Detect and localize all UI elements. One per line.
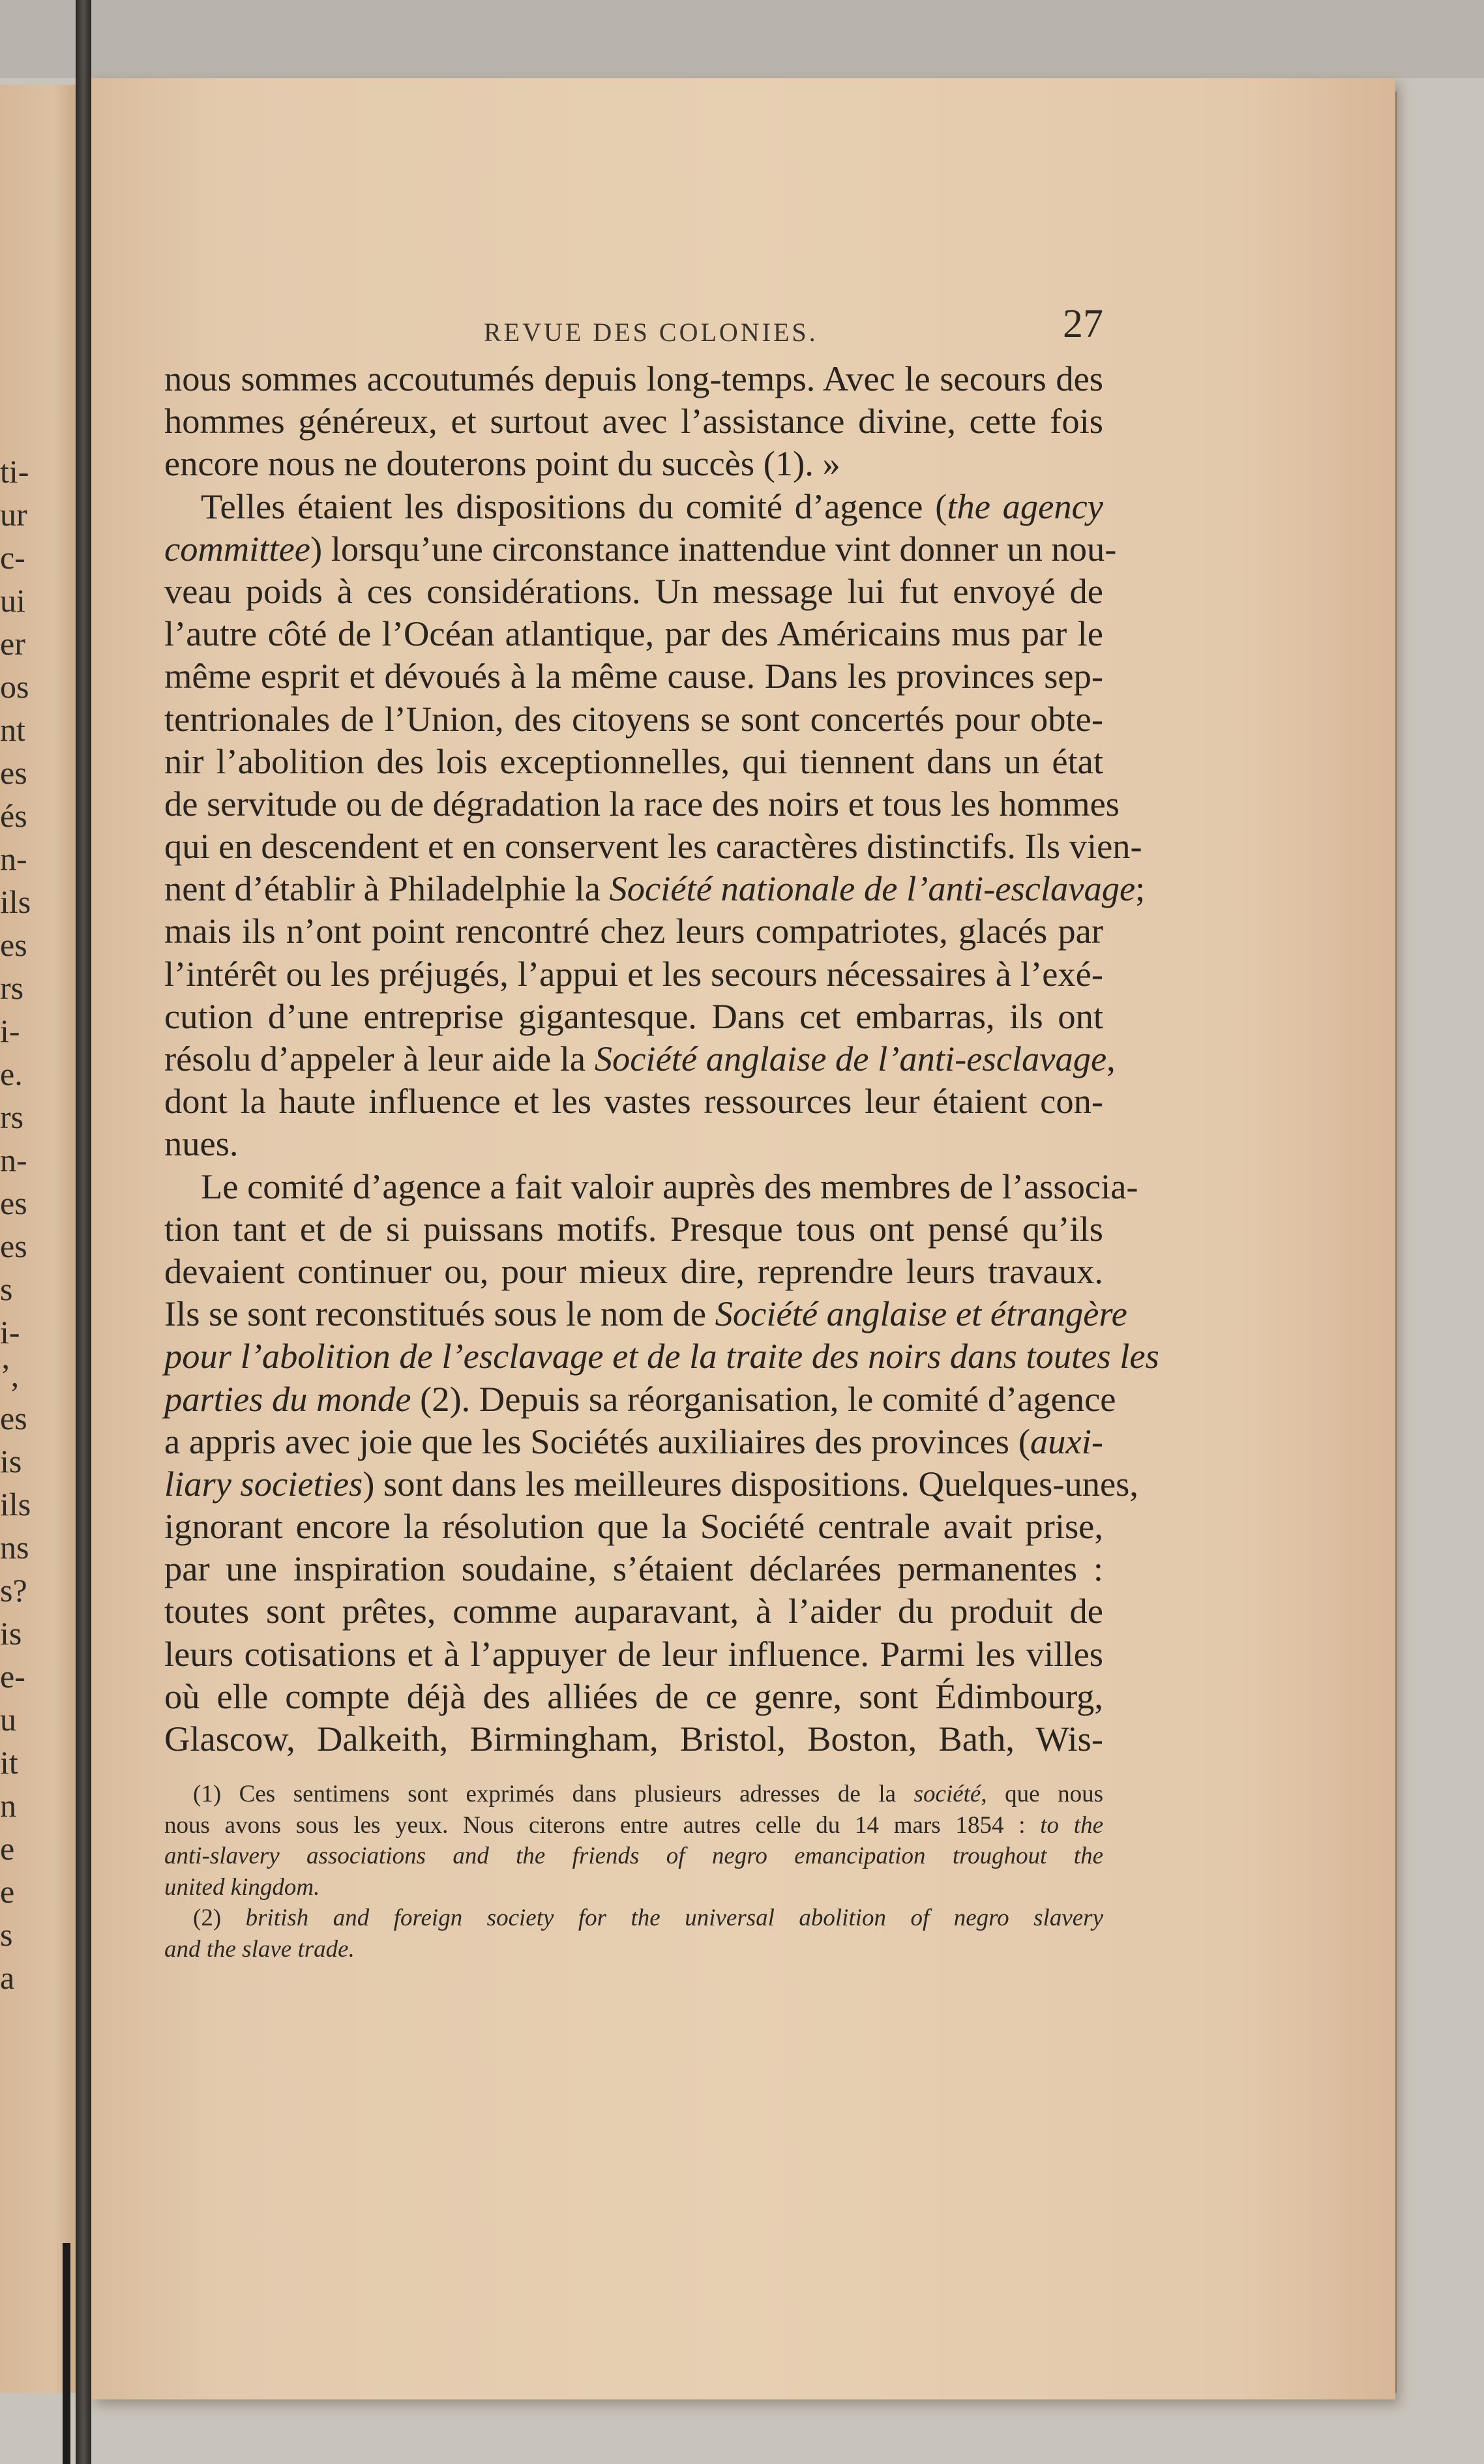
facing-page-fragment: es — [0, 1185, 27, 1221]
text-line — [164, 1547, 1103, 1590]
text-line — [164, 357, 1103, 400]
text-line — [164, 1462, 1139, 1505]
italic-text: Société anglaise de l’anti-esclavage — [594, 1039, 1107, 1078]
facing-page-fragment: n- — [0, 840, 27, 877]
facing-page-fragment: e — [0, 1830, 15, 1867]
facing-page-fragment: e- — [0, 1658, 25, 1695]
footnote-line — [164, 1872, 1103, 1903]
facing-page-fragment: ils — [0, 1486, 31, 1522]
text-line — [164, 612, 1103, 655]
facing-page-fragment: e. — [0, 1056, 23, 1092]
facing-page-fragment: er — [0, 625, 25, 662]
text-run: qui en descendent et en conservent les caractères distinctifs. Ils vien- — [164, 826, 1142, 867]
facing-page-fragment: rs — [0, 970, 24, 1006]
facing-page-fragment: ’, — [0, 1357, 20, 1393]
text-line — [164, 1080, 1103, 1122]
text-line — [164, 485, 1103, 527]
footnote-line — [164, 1903, 1103, 1934]
facing-page-fragment: es — [0, 1228, 27, 1264]
text-run: encore nous ne douterons point du succès (1). » — [164, 443, 840, 484]
facing-page-fragment: os — [0, 668, 29, 705]
text-line — [164, 1505, 1103, 1547]
text-run: , que nous — [981, 1781, 1104, 1807]
text-run: Ils se sont reconstitués sous le nom de — [164, 1294, 715, 1334]
footnote-line — [164, 1779, 1103, 1810]
text-line — [164, 995, 1103, 1037]
italic-text: liary societies — [164, 1463, 363, 1504]
facing-page-fragment: n- — [0, 1142, 27, 1178]
text-line — [164, 740, 1103, 782]
facing-page-fragment: ui — [0, 582, 25, 619]
facing-page-fragment: ur — [0, 496, 27, 533]
text-run: l’autre côté de l’Océan atlantique, par des Américains mus par le — [164, 614, 1103, 654]
text-line — [164, 1590, 1103, 1632]
text-run: Telles étaient les dispositions du comité d’agence ( — [201, 486, 947, 526]
text-run: nous avons sous les yeux. Nous citerons entre autres celle du 14 mars 1854 : — [164, 1811, 1041, 1839]
text-run: ; — [1135, 868, 1146, 909]
text-line — [164, 1335, 1159, 1377]
facing-page-fragment: s — [0, 1271, 13, 1307]
text-line — [164, 825, 1142, 867]
text-line — [164, 1165, 1138, 1208]
footnote-line — [164, 1934, 1103, 1965]
facing-page-fragment: n — [0, 1787, 16, 1824]
running-head-title: REVUE DES COLONIES. — [484, 318, 818, 347]
facing-page-fragment: it — [0, 1744, 18, 1781]
facing-page-fragment: nt — [0, 711, 25, 748]
text-run: dont la haute influence et les vastes ressources leur étaient con- — [164, 1081, 1103, 1121]
italic-text: pour l’abolition de l’esclavage et de la traite des noirs dans toutes les — [164, 1336, 1159, 1376]
text-line — [164, 1037, 1116, 1080]
text-run: nir l’abolition des lois exceptionnelles, qui tiennent dans un état — [164, 741, 1103, 781]
facing-page-fragment: ils — [0, 883, 31, 920]
running-head — [164, 301, 1103, 353]
text-line — [164, 1378, 1116, 1420]
page-number: 27 — [1063, 302, 1103, 346]
text-run: même esprit et dévoués à la même cause. Dans les provinces sep- — [164, 656, 1103, 696]
text-run: l’intérêt ou les préjugés, l’appui et les secours nécessaires à l’exé- — [164, 953, 1103, 994]
text-run: nous sommes accoutumés depuis long-temps. Avec le secours des — [164, 359, 1103, 398]
text-line — [164, 1633, 1103, 1675]
text-line — [164, 1717, 1103, 1760]
text-run: ) lorsqu’une circonstance inattendue vint donner un nou- — [310, 528, 1117, 569]
italic-text: Société anglaise et étrangère — [715, 1294, 1127, 1334]
text-run: , — [1106, 1039, 1116, 1078]
facing-page-fragment: a — [0, 1959, 15, 1996]
text-line — [164, 953, 1103, 995]
text-run: Le comité d’agence a fait valoir auprès des membres de l’associa- — [201, 1166, 1138, 1206]
facing-page-text-fragments — [0, 450, 31, 1999]
italic-text: parties du monde — [164, 1378, 411, 1419]
facing-page-fragment: es — [0, 754, 27, 791]
text-line — [164, 527, 1117, 570]
text-run: tion tant et de si puissans motifs. Presque tous ont pensé qu’ils — [164, 1208, 1103, 1249]
text-line — [164, 1250, 1103, 1292]
text-run: leurs cotisations et à l’appuyer de leur influence. Parmi les villes — [164, 1633, 1103, 1674]
text-run: de servitude ou de dégradation la race des noirs et tous les hommes — [164, 783, 1120, 824]
text-line — [164, 782, 1120, 825]
facing-page-fragment: ti- — [0, 453, 29, 490]
text-run: (2) — [193, 1905, 246, 1931]
text-line — [164, 442, 1103, 484]
facing-page-fragment: rs — [0, 1099, 24, 1135]
facing-page-fragment: és — [0, 797, 27, 834]
text-line — [164, 1675, 1103, 1717]
text-line — [164, 570, 1103, 612]
text-run: (1) Ces sentimens sont exprimés dans plusieurs adresses de la — [193, 1781, 914, 1807]
text-line — [164, 655, 1103, 697]
text-line — [164, 1292, 1127, 1335]
text-run: toutes sont prêtes, comme auparavant, à l’aider du produit de — [164, 1591, 1103, 1631]
text-line — [164, 910, 1103, 952]
footnotes — [164, 1779, 1103, 1965]
text-run: cution d’une entreprise gigantesque. Dans cet embarras, ils ont — [164, 996, 1103, 1036]
italic-text: british and foreign society for the universal abolition of negro slavery — [245, 1905, 1103, 1931]
bookmark-ribbon — [63, 2243, 70, 2464]
italic-text: the agency — [947, 486, 1103, 526]
facing-page-fragment: es — [0, 927, 27, 963]
text-run: veau poids à ces considérations. Un message lui fut envoyé de — [164, 571, 1103, 611]
facing-page-fragment: is — [0, 1443, 22, 1479]
facing-page-fragment: e — [0, 1873, 15, 1910]
facing-page-fragment: ns — [0, 1529, 29, 1566]
italic-text: committee — [164, 528, 310, 569]
italic-text: and the slave trade. — [164, 1935, 355, 1963]
book-spine — [76, 0, 91, 2464]
text-run: où elle compte déjà des alliées de ce genre, sont Édimbourg, — [164, 1676, 1103, 1716]
italic-text: anti-slavery associations and the friends of negro emancipation troughout the — [164, 1843, 1103, 1869]
facing-page-fragment: c- — [0, 539, 25, 576]
italic-text: Société nationale de l’anti-esclavage — [609, 868, 1136, 909]
facing-page-fragment: i- — [0, 1013, 20, 1049]
text-run: mais ils n’ont point rencontré chez leurs compatriotes, glacés par — [164, 911, 1103, 951]
body-text — [164, 357, 1159, 1760]
facing-page-fragment: es — [0, 1400, 27, 1436]
text-line — [164, 400, 1103, 442]
background — [0, 0, 1484, 78]
italic-text: auxi- — [1030, 1421, 1103, 1461]
text-run: hommes généreux, et surtout avec l’assistance divine, cette fois — [164, 401, 1103, 441]
facing-page-fragment: s — [0, 1916, 13, 1953]
text-run: a appris avec joie que les Sociétés auxiliaires des provinces ( — [164, 1421, 1031, 1461]
text-line — [164, 1122, 1103, 1165]
footnote-line — [164, 1841, 1103, 1872]
text-run: tentrionales de l’Union, des citoyens se sont concertés pour obte- — [164, 698, 1103, 739]
text-line — [164, 867, 1146, 910]
italic-text: société — [913, 1781, 981, 1807]
text-line — [164, 1208, 1103, 1250]
footnote-line — [164, 1810, 1103, 1841]
text-run: nues. — [164, 1123, 239, 1164]
facing-page-fragment: s? — [0, 1572, 27, 1609]
facing-page-fragment: is — [0, 1615, 22, 1652]
text-run: résolu d’appeler à leur aide la — [164, 1039, 595, 1078]
text-run: (2). Depuis sa réorganisation, le comité d’agence — [411, 1378, 1116, 1419]
text-run: Glascow, Dalkeith, Birmingham, Bristol, Boston, Bath, Wis- — [164, 1719, 1103, 1759]
text-run: par une inspiration soudaine, s’étaient déclarées permanentes : — [164, 1549, 1103, 1589]
text-run: devaient continuer ou, pour mieux dire, reprendre leurs travaux. — [164, 1251, 1103, 1291]
text-line — [164, 1420, 1103, 1462]
facing-page-edge — [0, 85, 77, 2393]
text-run: nent d’établir à Philadelphie la — [164, 868, 610, 909]
facing-page-fragment: u — [0, 1701, 16, 1738]
text-run: ignorant encore la résolution que la Société centrale avait prise, — [164, 1506, 1103, 1547]
text-run: ) sont dans les meilleures dispositions. Quelques-unes, — [363, 1463, 1139, 1504]
facing-page-fragment: i- — [0, 1314, 20, 1350]
italic-text: united kingdom. — [164, 1873, 320, 1901]
text-line — [164, 698, 1103, 740]
italic-text: to the — [1040, 1811, 1104, 1839]
